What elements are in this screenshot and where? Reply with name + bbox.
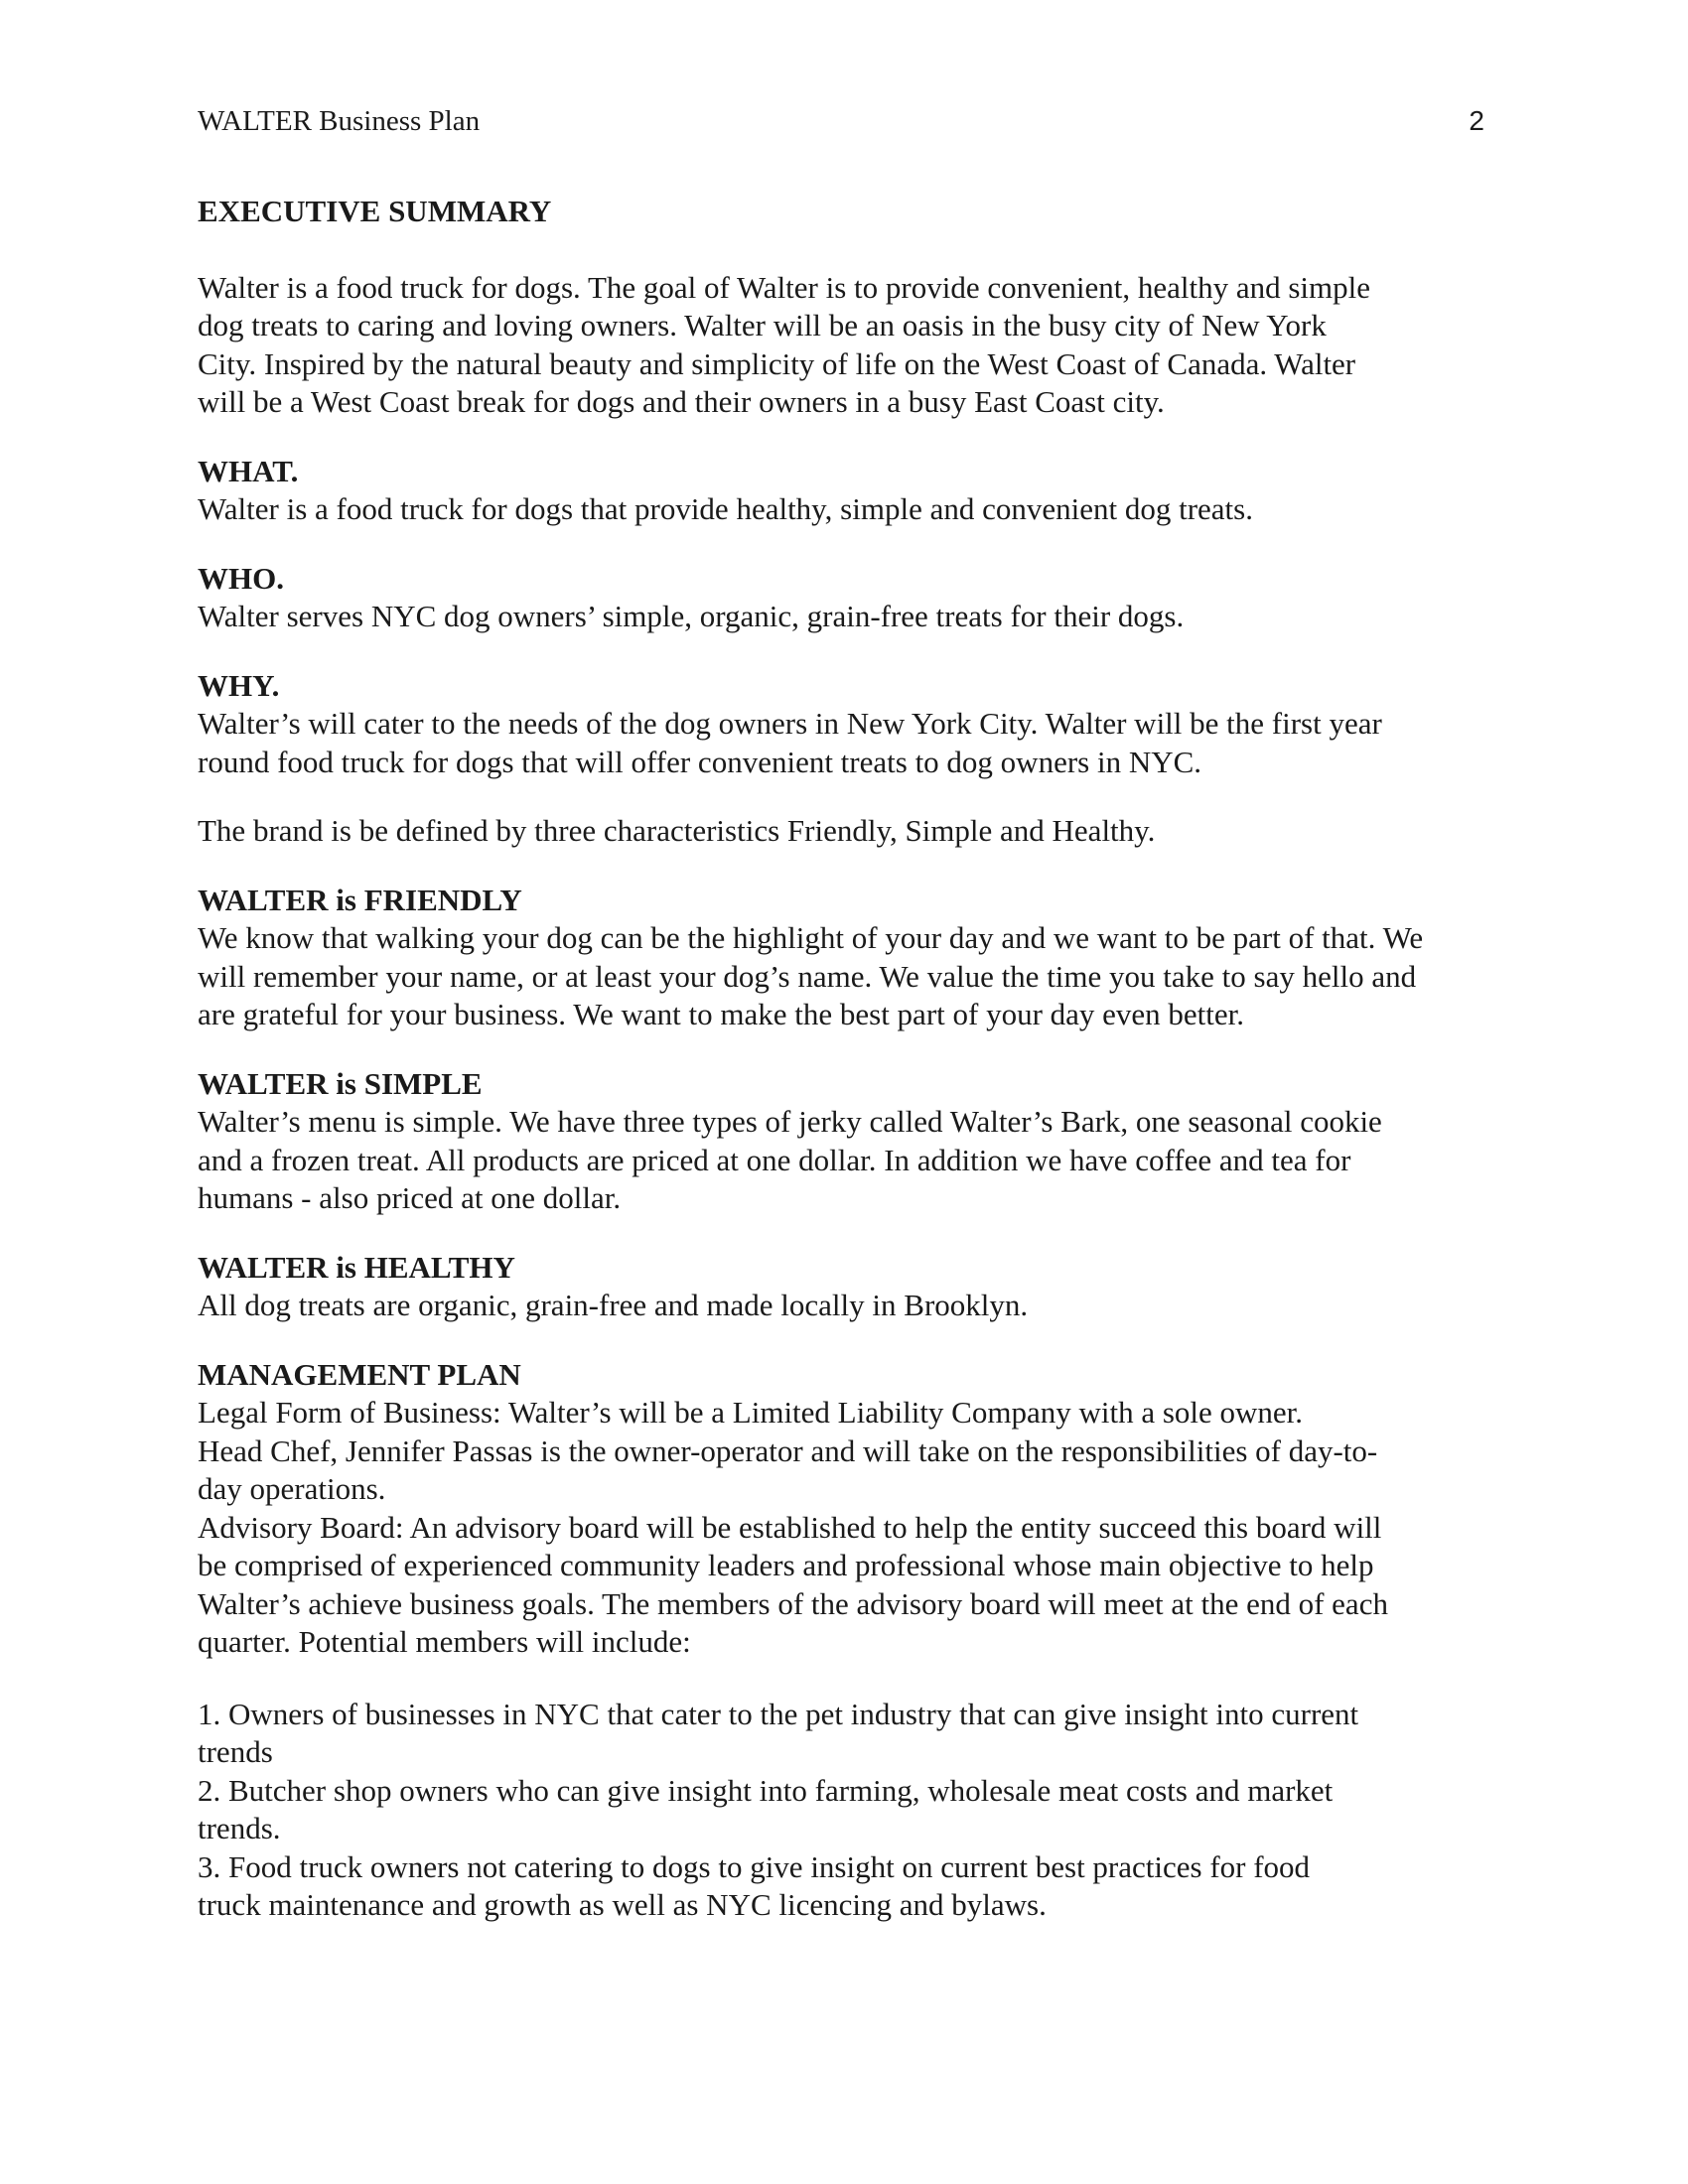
management-plan-heading: MANAGEMENT PLAN [198, 1356, 521, 1392]
friendly-paragraph [198, 919, 1488, 1034]
text-line: City. Inspired by the natural beauty and simplicity of life on the West Coast of Canada. Walter [198, 345, 1356, 381]
text-line: humans - also priced at one dollar. [198, 1180, 622, 1215]
list-item-line: 2. Butcher shop owners who can give insight into farming, wholesale meat costs and market [198, 1772, 1334, 1808]
text-line: Walter’s will cater to the needs of the dog owners in New York City. Walter will be the first year [198, 706, 1382, 741]
what-paragraph [198, 490, 1488, 529]
list-item-line: trends. [198, 1811, 281, 1845]
what-heading: WHAT. [198, 453, 299, 488]
why-heading: WHY. [198, 667, 280, 703]
text-line: will be a West Coast break for dogs and their owners in a busy East Coast city. [198, 384, 1165, 419]
why-paragraph [198, 705, 1488, 781]
text-line: day operations. [198, 1471, 386, 1506]
friendly-heading: WALTER is FRIENDLY [198, 882, 522, 917]
text-line: be comprised of experienced community leaders and professional whose main objective to help [198, 1548, 1374, 1582]
who-heading: WHO. [198, 560, 284, 596]
list-item-line: truck maintenance and growth as well as NYC licencing and bylaws. [198, 1887, 1047, 1922]
text-line: Walter’s achieve business goals. The members of the advisory board will meet at the end of each [198, 1585, 1388, 1621]
text-line: Head Chef, Jennifer Passas is the owner-operator and will take on the responsibilities of day-to- [198, 1433, 1378, 1468]
text-line: Advisory Board: An advisory board will be established to help the entity succeed this board will [198, 1509, 1382, 1545]
running-header-title: WALTER Business Plan [198, 105, 481, 137]
page-number: 2 [1469, 105, 1484, 136]
text-line: We know that walking your dog can be the highlight of your day and we want to be part of that. We [198, 920, 1424, 955]
simple-heading: WALTER is SIMPLE [198, 1065, 483, 1101]
text-line: Walter is a food truck for dogs. The goal of Walter is to provide convenient, healthy and simple [198, 269, 1371, 305]
executive-summary-paragraph [198, 269, 1488, 422]
document-body [198, 193, 1488, 1925]
text-line: round food truck for dogs that will offer convenient treats to dog owners in NYC. [198, 744, 1202, 779]
text-line: Walter serves NYC dog owners’ simple, organic, grain-free treats for their dogs. [198, 599, 1185, 633]
text-line: quarter. Potential members will include: [198, 1624, 691, 1659]
healthy-paragraph [198, 1287, 1488, 1325]
text-line: will remember your name, or at least your dog’s name. We value the time you take to say hello and [198, 958, 1417, 994]
text-line: Walter is a food truck for dogs that provide healthy, simple and convenient dog treats. [198, 491, 1253, 526]
executive-summary-heading: EXECUTIVE SUMMARY [198, 194, 552, 228]
text-line: The brand is be defined by three characteristics Friendly, Simple and Healthy. [198, 813, 1156, 848]
text-line: Legal Form of Business: Walter’s will be a Limited Liability Company with a sole owner. [198, 1395, 1304, 1430]
text-line: Walter’s menu is simple. We have three types of jerky called Walter’s Bark, one seasonal cookie [198, 1104, 1382, 1139]
advisory-members-list [198, 1696, 1488, 1925]
brand-paragraph [198, 812, 1488, 851]
management-plan-paragraph [198, 1394, 1488, 1662]
simple-paragraph [198, 1103, 1488, 1218]
list-item-line: 3. Food truck owners not catering to dogs to give insight on current best practices for food [198, 1848, 1311, 1884]
list-item-line: trends [198, 1734, 273, 1769]
who-paragraph [198, 598, 1488, 636]
text-line: and a frozen treat. All products are priced at one dollar. In addition we have coffee and tea for [198, 1142, 1351, 1177]
list-item-line: 1. Owners of businesses in NYC that cater to the pet industry that can give insight into current [198, 1696, 1359, 1731]
text-line: are grateful for your business. We want to make the best part of your day even better. [198, 997, 1245, 1031]
healthy-heading: WALTER is HEALTHY [198, 1249, 515, 1285]
text-line: All dog treats are organic, grain-free and made locally in Brooklyn. [198, 1288, 1029, 1322]
text-line: dog treats to caring and loving owners. Walter will be an oasis in the busy city of New York [198, 308, 1327, 342]
